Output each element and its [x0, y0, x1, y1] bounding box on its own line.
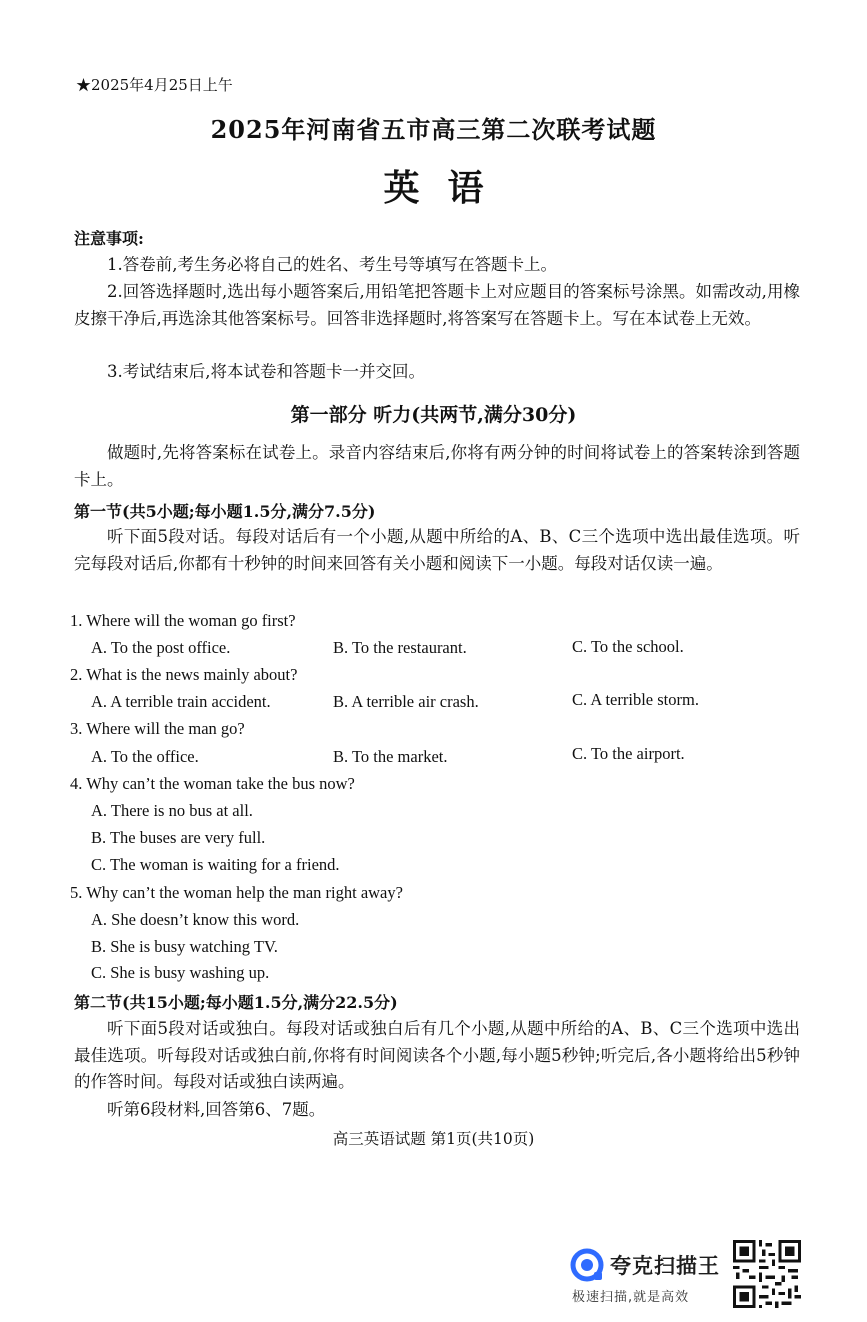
scanner-brand-name: 夸克扫描王 — [610, 1254, 720, 1278]
exam-title: 2025年河南省五市高三第二次联考试题 — [210, 115, 657, 144]
qr-code-icon — [733, 1240, 801, 1308]
part1-title: 第一部分 听力(共两节,满分30分) — [290, 404, 577, 426]
question-3-option-b: B. To the market. — [333, 747, 448, 766]
question-5-option-c: C. She is busy washing up. — [91, 963, 270, 982]
question-1-option-c: C. To the school. — [572, 637, 684, 656]
scanner-slogan: 极速扫描,就是高效 — [572, 1290, 690, 1305]
question-1-option-b: B. To the restaurant. — [333, 638, 467, 657]
note-item-3: 3.考试结束后,将本试卷和答题卡一并交回。 — [107, 362, 425, 381]
exam-date: ★2025年4月25日上午 — [76, 76, 233, 94]
section2-instruction: 听第6段材料,回答第6、7题。 — [107, 1100, 326, 1119]
question-5-stem: 5. Why can’t the woman help the man right away? — [70, 883, 403, 902]
question-3-option-a: A. To the office. — [91, 747, 199, 766]
question-4-option-a: A. There is no bus at all. — [91, 801, 253, 820]
question-2-option-a: A. A terrible train accident. — [91, 692, 271, 711]
question-4-stem: 4. Why can’t the woman take the bus now? — [70, 774, 355, 793]
question-2-stem: 2. What is the news mainly about? — [70, 665, 298, 684]
note-item-1: 1.答卷前,考生务必将自己的姓名、考生号等填写在答题卡上。 — [107, 255, 557, 274]
exam-subject: 英语 — [383, 167, 512, 209]
question-3-stem: 3. Where will the man go? — [70, 719, 245, 738]
question-4-option-b: B. The buses are very full. — [91, 828, 266, 847]
question-4-option-c: C. The woman is waiting for a friend. — [91, 855, 340, 874]
section2-intro: 听下面5段对话或独白。每段对话或独白后有几个小题,从题中所给的A、B、C三个选项中选出最佳选项。听每段对话或独白前,你将有时间阅读各个小题,每小题5秒钟;听完后,各小题将给出5秒钟的作答时间。每段对话或独白读两遍。 — [74, 1019, 800, 1092]
section2-heading: 第二节(共15小题;每小题1.5分,满分22.5分) — [74, 993, 398, 1012]
note-item-2: 2.回答选择题时,选出每小题答案后,用铅笔把答题卡上对应题目的答案标号涂黑。如需改动,用橡皮擦干净后,再选涂其他答案标号。回答非选择题时,将答案写在答题卡上。写在本试卷上无效。 — [74, 282, 800, 328]
page-footer: 高三英语试题 第1页(共10页) — [332, 1130, 535, 1148]
question-1-stem: 1. Where will the woman go first? — [70, 611, 296, 630]
section1-heading: 第一节(共5小题;每小题1.5分,满分7.5分) — [74, 502, 376, 521]
question-3-option-c: C. To the airport. — [572, 744, 685, 763]
scanner-logo-icon — [570, 1248, 604, 1282]
section1-intro: 听下面5段对话。每段对话后有一个小题,从题中所给的A、B、C三个选项中选出最佳选项。听完每段对话后,你都有十秒钟的时间来回答有关小题和阅读下一小题。每段对话仅读一遍。 — [74, 527, 800, 573]
question-5-option-b: B. She is busy watching TV. — [91, 937, 278, 956]
notes-heading: 注意事项: — [74, 229, 144, 248]
question-1-option-a: A. To the post office. — [91, 638, 231, 657]
question-2-option-b: B. A terrible air crash. — [333, 692, 479, 711]
question-2-option-c: C. A terrible storm. — [572, 690, 699, 709]
scanner-watermark — [570, 1246, 730, 1306]
question-5-option-a: A. She doesn’t know this word. — [91, 910, 300, 929]
part1-intro: 做题时,先将答案标在试卷上。录音内容结束后,你将有两分钟的时间将试卷上的答案转涂到答题卡上。 — [74, 443, 800, 489]
